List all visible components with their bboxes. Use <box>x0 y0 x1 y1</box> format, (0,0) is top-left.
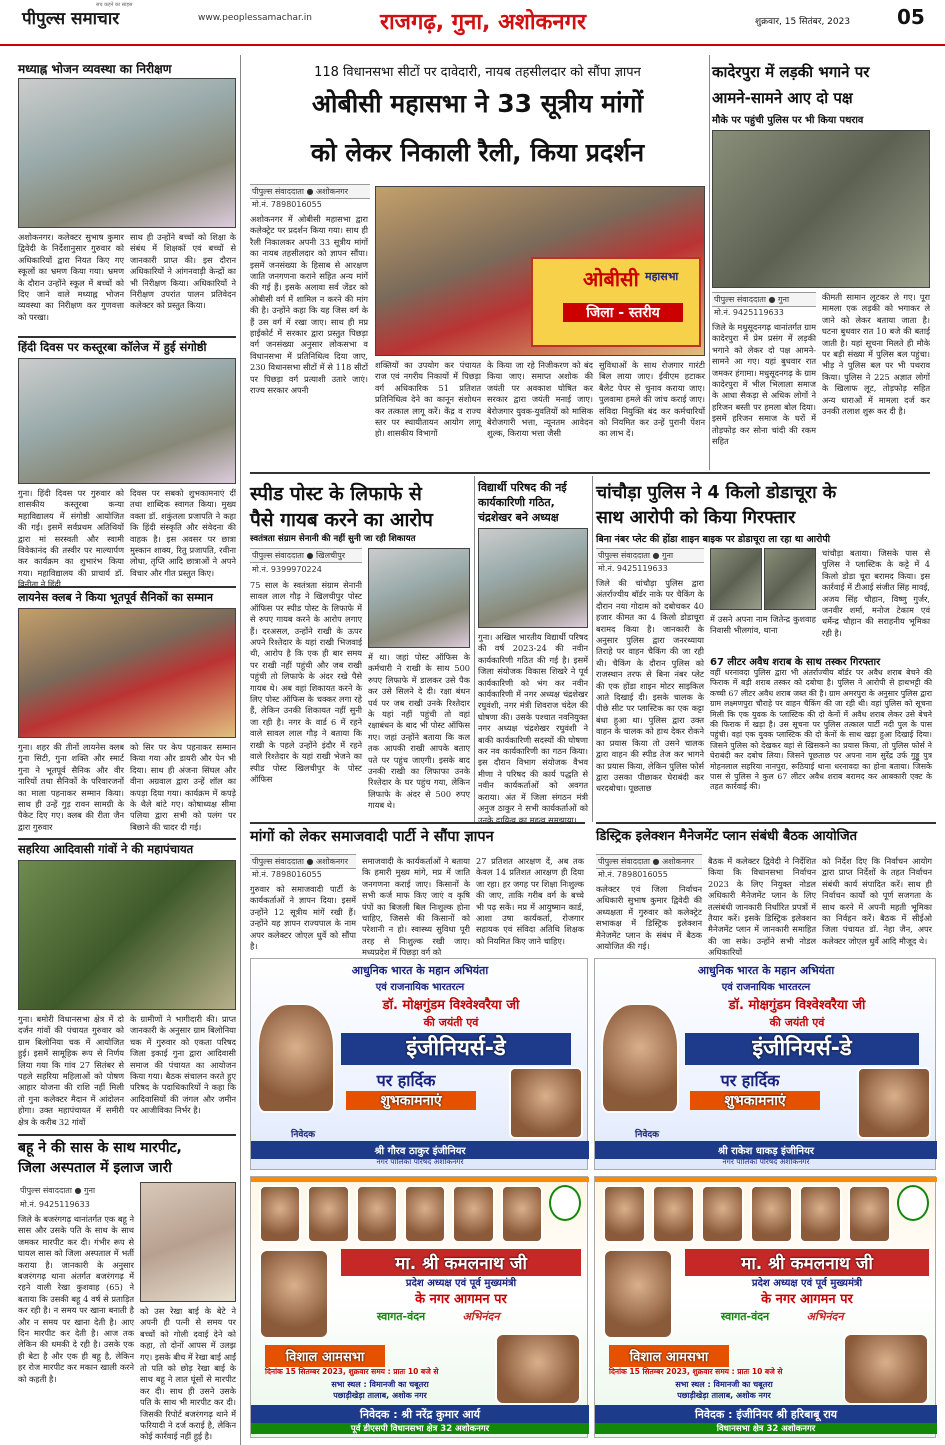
lioness-club-photo <box>18 608 236 738</box>
leader-photo <box>750 1185 793 1243</box>
center-headline-2: को लेकर निकाली रैली, किया प्रदर्शन <box>310 138 645 167</box>
speedpost-headline-1: स्पीड पोस्ट के लिफाफे से <box>250 483 422 505</box>
left-rule-2 <box>18 586 236 588</box>
abvp-photo <box>478 528 588 628</box>
eng-ad-right-org: नगर पालिका परिषद अशोकनगर <box>722 1157 810 1166</box>
narendra-arya-photo <box>495 1333 581 1405</box>
abvp-headline-1: विद्यार्थी परिषद की नई <box>478 481 567 494</box>
accused-photo-2 <box>764 548 816 610</box>
center-headline-1: ओबीसी महासभा ने 33 सूत्रीय मांगों <box>311 89 644 118</box>
right-s1-byline: पीपुल्स संवाददाता ● गुना <box>712 292 816 307</box>
liquor-sub-title: 67 लीटर अवैध शराब के साथ तस्कर गिरफ्तार <box>710 657 881 668</box>
kn-left-by: निवेदक : श्री नरेंद्र कुमार आर्य <box>251 1405 589 1424</box>
leader-photo <box>848 1185 891 1243</box>
center-text-c: के किया जा रहे निजीकरण को बंद किया जाए। समाप्त अशोक की जयंती पर अवकाश घोषित कर सरकार द्वारा जयंती मनाई जाए। बेरोजगार युवक-युवतियों को मासिक बेरोजगारी भत्ता, न्यूनतम आवेदन शुल्क, किराया भत्ता जैसी <box>487 360 593 439</box>
chanchoda-headline-2: साथ आरोपी को किया गिरफ्तार <box>596 508 796 528</box>
kn-right-sub: प्रदेश अध्यक्ष एवं पूर्व मुख्यमंत्री <box>751 1278 863 1289</box>
center-byline: पीपुल्स संवाददाता ● अशोकनगर <box>250 184 370 199</box>
masthead-logo: पीपुल्स समाचार <box>22 9 120 29</box>
right-s1-headline-2: आमने-सामने आए दो पक्ष <box>712 89 853 107</box>
election-text-a: कलेक्टर एवं जिला निर्वाचन अधिकारी सुभाष कुमार द्विवेदी की अध्यक्षता में गुरुवार को कलेक्ट्रेट सभाकक्ष में डिस्ट्रिक इलेक्शन मैनेजमेंट प्लान के संबंध में बैठक आयोजित की गई। <box>596 884 702 952</box>
page-number: 05 <box>897 5 925 29</box>
eng-ad-right-line1: आधुनिक भारत के महान अभियंता <box>697 964 835 977</box>
center-text-b: शक्तियों का उपयोग कर पंचायत राज एवं नगरीय निकायों में पिछड़ा वर्ग अधिकारिक 51 प्रतिशत प्रतिनिधित्व देने का कानून संशोधन कर तत्काल लागू करें। केंद्र व राज्य स्तर पर स्थायीतायन आयोग लागू हो। शासकीय विभागों <box>375 360 481 439</box>
kn-right-tricolor-top <box>595 1177 937 1182</box>
sp-byline: पीपुल्स संवाददाता ● अशोकनगर <box>250 854 356 869</box>
eng-ad-left-line2: एवं राजनायिक भारतरत्न <box>375 982 465 993</box>
rally-banner-text-3: जिला - स्तरीय <box>563 303 683 322</box>
kn-left-abhinandan: अभिनंदन <box>462 1310 500 1323</box>
left-s5-text-b: को उस रेखा बाई के बेटे ने अपनी ही पत्नी से समय पर बच्चों को गोली दवाई देने को कहा, तो दोनों आपस में उलझ गए। इसके बीच में रेखा बाई आईं तो पति को छोड़ रेखा बाई के साथ बहू ने लात घूंसों से मारपीट कर दी। साथ ही उसने उसके पति के साथ भी मारपीट कर दी। जिसकी रिपोर्ट बजरंगगढ़ थाने में फरियादी ने दर्ज कराई है, लेकिन कोई कार्रवाई नहीं हुई है। <box>140 1306 236 1442</box>
left-rule-1 <box>18 336 236 338</box>
kn-right-leaders-row <box>603 1185 929 1243</box>
left-s2-title: हिंदी दिवस पर कस्तूरबा कॉलेज में हुई संगोष्ठी <box>18 340 207 354</box>
chanchoda-text-b: में उसने अपना नाम जितेन्द्र कुशवाह निवासी भीलगांव, थाना <box>710 614 816 636</box>
kn-right-sabha: विशाल आमसभा <box>609 1345 729 1367</box>
liquor-sub-text: वहीं धरनावदा पुलिस द्वारा भी अंतर्राज्यीय बॉर्डर पर अवैध शराब बेचने की फिराक में बड़ी शराब तस्कर को दबोचा है। पुलिस ने आरोपी से हाथभट्टी की कच्ची 67 लीटर अवैध शराब जब्त की है। ग्राम अमरपुरा के अनुसार पुलिस द्वारा ग्राम लक्ष्मणपुरा चौराहे पर वाहन चैकिंग की जा रही थी। वहां पुलिस को सूचना मिली कि एक युवक के प्लास्टिक की दो केनों में अवैध शराब लेकर उसे बेचने की फिराक में खड़ा है। उस सूचना पर पुलिस तत्काल पार्टी नदी पुल के पास पहुंची। वहां एक युवक प्लास्टिक की दो केनों के साथ खड़ा हुआ दिखाई दिया। जिसने पुलिस को देखकर वहां से खिसकने का प्रयास किया, तो पुलिस फोर्स ने घेराबंदी कर दबोच लिया। जिसने पूछताछ पर अपना नाम सुरेंद्र उर्फ गुड्डू पुत्र मोहनलाल सहरिया नानपुरा, रूठियाई थाना धरनावदा का होना बताया। जिसके पास से पुलिस ने कुल 67 लीटर अवैध शराब बरामद कर आबकारी एक्ट के तहत कार्रवाई की। <box>710 668 932 792</box>
visvesvaraya-portrait-right <box>601 1003 679 1113</box>
kn-right-footer: विधानसभा क्षेत्र 32 अशोकनगर <box>595 1423 937 1434</box>
left-s1-title: मध्याह्न भोजन व्यवस्था का निरीक्षण <box>18 62 172 76</box>
right-rule-2 <box>596 822 936 824</box>
eng-ad-left-day: इंजीनियर्स-डे <box>341 1033 571 1065</box>
accused-photo-1 <box>710 548 762 610</box>
leader-photo <box>603 1185 646 1243</box>
election-byline: पीपुल्स संवाददाता ● अशोकनगर <box>596 854 702 869</box>
left-s4-title: सहरिया आदिवासी गांवों ने की महापंचायत <box>18 842 194 856</box>
right-s1-text-b: कीमती सामान लूटकर ले गए। पूरा मामला एक लड़की को भगाकर ले जाने को लेकर बताया जाता है। घटना बुधवार रात 10 बजे की बताई जाती है। यहां सूचना मिलते ही मौके पर बड़ी संख्या में पुलिस बल पहुंचा। भीड़ ने पुलिस बल पर भी पथराव किया। पुलिस ने 225 अज्ञात लोगों के खिलाफ लूट, तोड़फोड़ सहित अन्य धाराओं में मामला दर्ज कर उनकी तलाश शुरू कर दी है। <box>822 292 930 417</box>
kn-left-title: मा. श्री कमलनाथ जी <box>341 1249 581 1276</box>
obc-rally-photo <box>375 186 705 356</box>
speedpost-text-b: में था। जहां पोस्ट ऑफिस के कर्मचारी ने राखी के साथ 500 रुपए लिफाफे में डालकर उसे पैक कर उसे सिलने दे दी। रक्षा बंधन पर्व पर जब राखी उनके रिश्तेदार के यहां नहीं पहुंची तो वहां रक्षाबंधन के बाद भी पोस्ट ऑफिस गए। जहां उन्होंने बताया कि कल तक आपकी राखी आपके बताए पते पर पहुंच जाएगी। इसके बाद उनकी राखी का लिफाफा उनके रिश्तेदार के घर पहुंच गया, लेकिन लिफाफे के अंदर से 500 रुपए गायब थे। <box>368 652 470 811</box>
center-right-divider <box>709 55 710 470</box>
left-s2-text-b: दिवस पर सबको शुभकामनाएं दीं तथा शाब्दिक स्वागत किया। मुख्य वक्ता डॉ. शकुंतला प्रजापति ने कहा कि हिंदी संस्कृति और संवेदना की वाहक है। इस अवसर पर छात्रा मुस्कान शाक्य, रितु प्रजापति, रवीना लोधा, तृप्ति आदि छात्राओं ने अपने विचार और गीत प्रस्तुत किए। <box>130 488 236 578</box>
eng-ad-right-wish2: शुभकामनाएं <box>690 1091 820 1110</box>
chanchoda-byline: पीपुल्स संवाददाता ● गुना <box>596 548 704 563</box>
leader-photo <box>799 1185 842 1243</box>
kaderpura-photo <box>712 130 930 288</box>
masthead-tagline: सच कहने का साहस <box>96 2 133 8</box>
eng-ad-right-wish1: पर हार्दिक <box>720 1071 780 1090</box>
leader-photo <box>404 1185 446 1243</box>
eng-ad-right-sponsor: श्री राकेश धाकड़ इंजीनियर <box>595 1141 937 1159</box>
chanchoda-headline-1: चांचौड़ा पुलिस ने 4 किलो डोडाचूरा के <box>596 483 837 503</box>
eng-ad-right-line2: एवं राजनायिक भारतरत्न <box>721 982 811 993</box>
visvesvaraya-portrait-left <box>257 1003 335 1113</box>
kn-right-date: दिनांक 15 सितम्बर 2023, शुक्रवार समय : प्रातः 10 बजे से <box>609 1367 783 1376</box>
eng-ad-left-wish1: पर हार्दिक <box>376 1071 436 1090</box>
kn-left-venue-1: सभा स्थल : विमानजी का चबूतरा <box>331 1380 429 1389</box>
left-s1-text-a: अशोकनगर। कलेक्टर सुभाष कुमार द्विवेदी के निर्देशानुसार गुरुवार को अधिकारियों द्वारा नियत किए गए स्कूलों का भ्रमण किया गया। भ्रमण के दौरान उन्होंने स्कूल में बच्चों को दिए जाने वाले मध्याह्न भोजन व्यवस्था का निरीक्षण कर गुणवत्ता को परखा। <box>18 232 124 322</box>
gaurav-thakur-photo <box>509 1067 583 1139</box>
eng-ad-left-name: डॉ. मोक्षगुंडम विश्वेश्वरैया जी <box>382 998 520 1013</box>
left-s3-title: लायनेस क्लब ने किया भूतपूर्व सैनिकों का सम्मान <box>18 591 214 604</box>
kn-right-venue-2: पछाड़ीखेड़ा तालाब, अशोक नगर <box>677 1391 771 1400</box>
speedpost-text-a: 75 साल के स्वतंत्रता संग्राम सेनानी सावल लाल गौड़ ने खिलचीपुर पोस्ट ऑफिस पर स्पीड पोस्ट के लिफाफे में से रुपए गायब करने के आरोप लगाए हैं। दरअसल, उन्होंने राखी के ऊपर अपने रिश्तेदार के यहां राखी भिजवाई थी, आरोप है कि एक ही बार समय पर राखी नहीं पहुंची और जब राखी पहुंची तो लिफाफे के अंदर रखे पैसे गायब थे। अब वहां शिकायत करने के लिए पोस्ट ऑफिस के चक्कर लगा रहे हैं, लेकिन उनकी शिकायत नहीं सुनी जा रही है। नगर के वार्ड 6 में रहने वाले सावल लाल गौड़ ने बताया कि राखी के पहले उन्होंने इंदौर में रहने वाले रिश्तेदार के यहां राखी भेजने का स्पीड पोस्ट खिलचीपुर के पोस्ट ऑफिस <box>250 580 362 784</box>
sp-mobile: मो.नं. 7898016055 <box>252 870 322 879</box>
chanchoda-text-a: जिले की चांचौड़ा पुलिस द्वारा अंतर्राज्यीय बॉर्डर नाके पर चैकिंग के दौरान नया गोदाम को दबोचकर 40 हजार कीमत का 4 किलो डोडाचूरा बरामद किया है। जानकारी के अनुसार पुलिस द्वारा जनरथ्याया तिराहे पर वाहन चैकिंग की जा रही थी। चैकिंग के दौरान पुलिस को राजस्थान तरफ से बिना नंबर प्लेट की एक होंडा शाइन मोटर साइकिल आते दिखाई दी। इसके चालक के पीछे सीट पर प्लास्टिक का एक कट्टा बंधा हुआ था। पुलिस द्वारा उक्त वाहन के चालक को हाथ देकर रोकने का प्रयास किया तो उसने चालक द्वारा वाहन की स्पीड तेज कर भागने का प्रयास किया, लेकिन पुलिस फोर्स द्वारा उसका पीछाकर घेराबंदी कर धरदबोचा। पूछताछ <box>596 578 704 794</box>
eng-ad-left-line1: आधुनिक भारत के महान अभियंता <box>351 964 489 977</box>
left-s3-text-a: गुना। शहर की तीनों लायनेस क्लब गुना सिटी, गुना शक्ति और स्मार्ट गुना ने भूतपूर्व सैनिक और वीर नारियों तथा सैनिकों के परिवारजनों का माला पहनाकर सम्मान किया। साथ ही उन्हें गुड़ रावन सामग्री के पैकेट दिए गए। क्लब की रीता जैन द्वारा गुरुवार <box>18 742 124 832</box>
speedpost-divider <box>474 476 475 822</box>
abvp-headline-3: चंद्रशेखर बने अध्यक्ष <box>478 511 559 524</box>
kn-right-welcome: स्वागत-वंदन <box>720 1310 770 1323</box>
sp-text-c: 27 प्रतिशत आरक्षण दें, अब तक केवल 14 प्रतिशत आरक्षण ही दिया जा रहा। हर जगह पर शिक्षा निःशुल्क की जाए, ताकि गरीब वर्ग के बच्चे भी पढ़ सकें। मप्र में आयुष्मान कार्ड, आशा उषा कार्यकर्ता, रोजगार सहायक एवं संविदा अतिथि शिक्षक को नियमित किए जाने चाहिए। <box>476 856 584 946</box>
left-s5-title-1: बहू ने की सास के साथ मारपीट, <box>18 1140 182 1156</box>
eng-ad-right-name: डॉ. मोक्षगुंडम विश्वेश्वरैया जी <box>728 998 866 1013</box>
kn-left-footer: पूर्व डीएसपी विधानसभा क्षेत्र 32 अशोकनगर <box>251 1423 589 1434</box>
kn-right-by: निवेदक : इंजीनियर श्री हरिबाबू राय <box>595 1405 937 1424</box>
right-s1-text-a: जिले के मधुसूदनगढ़ थानांतर्गत ग्राम कादेरपुरा में प्रेम प्रसंग में लड़की भगाने को लेकर दो पक्ष आमने-सामने आ गए। यहां बुधवार रात जमकर हंगामा। मधुसूदनगढ़ के ग्राम कादेरपुरा में भील भिलाला समाज के आधा सैकड़ा से अधिक लोगों ने हरिजन बस्ती पर हमला बोल दिया। इसमें हरिजन समाज के घरों में तोड़फोड़ कर सोना चांदी की रकम सहित <box>712 322 816 447</box>
election-text-c: को निर्देश दिए कि निर्वाचन आयोग द्वारा प्राप्त निर्देशों के तहत निर्वाचन संबंधी कार्य संपादित करें। साथ ही निर्वाचन कार्यों को पूर्ण सजगता के साथ करने में अपनी महती भूमिका का निर्वहन करें। बैठक में सीईओ जिला पंचायत डॉ. नेहा जैन, अपर कलेक्टर जोएल धुर्वे आदि मौजूद थे। <box>822 856 932 946</box>
eng-ad-right-by: निवेदक <box>635 1130 660 1140</box>
left-s5-text-a: जिले के बजरंगगढ़ थानांतर्गत एक बहू ने सास और उसके पति के साथ के साथ जमकर मारपीट कर दी। गंभीर रूप से घायल सास को जिला अस्पताल में भर्ती कराया है। जानकारी के अनुसार बजरंगगढ़ थाना अंतर्गत बजरंगगढ़ में रहने वाली रेखा कुशवाह (65) ने बताया कि उसकी बहू 4 वर्ष से प्रताड़ित कर रही है। न समय पर खाना बनाती है और न समय पर खाना देती है। आए दिन मारपीट कर देती है। आज तक लेकिन की धमकी दे रही है। उसके एक ही बेटा है और एक ही बहू है, लेकिन हर रोज मारपीट कर मकान खाली करने को कहती है। <box>18 1214 134 1384</box>
rally-banner-text-2: महासभा <box>645 270 679 283</box>
issue-date: शुक्रवार, 15 सितंबर, 2023 <box>755 17 851 27</box>
kn-right-title: मा. श्री कमलनाथ जी <box>685 1249 929 1276</box>
kamalnath-ad-right <box>594 1176 936 1438</box>
chanchoda-text-c: चांचौड़ा बताया। जिसके पास से पुलिस ने प्लास्टिक के कट्टे में 4 किलो डोडा चूरा बरामद किया। इस कार्रवाई में टीआई संजीत सिंह मावई, अजय सिंह चौहान, विष्णु गुर्जर, जनवीर शर्मा, मनोज टेकाम एवं धर्मेन्द्र चौहान की सराहनीय भूमिका रही है। <box>822 548 930 638</box>
left-rule-3 <box>18 838 236 840</box>
leader-photo <box>701 1185 744 1243</box>
kn-left-welcome: स्वागत-वंदन <box>376 1310 426 1323</box>
sp-text-a: गुरुवार को समाजवादी पार्टी के कार्यकर्ताओं ने ज्ञापन दिया। इसमें उन्होंने 12 सूत्रीय मांगें रखी हैं। उन्होंने यह ज्ञापन राज्यपाल के नाम अपर कलेक्टर जोएल धुर्वे को सौंपा है। <box>250 884 356 952</box>
kamalnath-ad-left <box>250 1176 588 1438</box>
left-s4-text-b: के ग्रामीणों ने भागीदारी की। प्राप्त जानकारी के अनुसार ग्राम बिलोनिया चक में गुरुवार को एकता परिषद जिला इकाई गुना द्वारा आदिवासी समाज की पंचायत का आयोजन किया गया। बैठक संचालन करते हुए परिषद के पदाधिकारियों ने कहा कि आदिवासियों की जंगल और जमीन पर आजीविका निर्भर है। <box>130 1014 236 1116</box>
kn-left-sabha: विशाल आमसभा <box>265 1345 385 1367</box>
congress-hand-icon <box>549 1185 581 1221</box>
abvp-divider <box>592 476 593 822</box>
leader-photo <box>307 1185 349 1243</box>
left-s3-text-b: को सिर पर केप पहनाकर सम्मान किया गया और डायरी और पेन भी दिया। साथ ही अंजना सिंघल और वीना अग्रवाल द्वारा उन्हें शॉल का कपड़ा दिया गया। कार्यक्रम में कपड़े के थैले बांटे गए। कोषाध्यक्ष सीमा पलिया द्वारा सभी को पलंग पर बिछाने की चादर दी गई। <box>130 742 236 832</box>
chanchoda-mobile: मो.नं. 9425119633 <box>598 564 668 573</box>
leader-photo <box>501 1185 543 1243</box>
eng-ad-left-sponsor: श्री गौरव ठाकुर इंजीनियर <box>251 1141 589 1159</box>
center-text-a: अशोकनगर में ओबीसी महासभा द्वारा कलेक्ट्रेट पर प्रदर्शन किया गया। साथ ही रैली निकालकर अपनी 33 सूत्रीय मांगों का नायब तहसीलदार को ज्ञापन सौंपा। इसमें जनसंख्या के हिसाब से आरक्षण जाति जनगणना कराने सहित अन्य मांगें की गई हैं। इसके अलावा सर्व जेंडर को ओबीसी वर्ग में शामिल न करने की मांग की है। उन्होंने कहा कि यह जिस वर्ग के हैं उस वर्ग में रखा जाए। साथ ही मप्र हाईकोर्ट में सरकार द्वारा प्रस्तुत पिछड़ा वर्ग जनसंख्या अनुसार लोकसभा व विधानसभा में प्रतिनिधित्व दिया जाए, 230 विधानसभा सीटों में से 118 सीटों पर पिछड़ा वर्ग प्रत्याशी उतारे जाएं। राज्य सरकार अपनी <box>250 214 368 396</box>
left-s5-mobile: मो.नं. 9425119633 <box>20 1200 90 1209</box>
left-s1-text-b: साथ ही उन्होंने बच्चों को शिक्षा के संबंध में शिक्षकों एवं बच्चों से जानकारी प्राप्त की। इस दौरान अधिकारियों ने आंगनवाड़ी केन्द्रों का भी निरीक्षण किया। अधिकारियों ने निरीक्षण उपरांत पालन प्रतिवेदन कलेक्टर को प्रस्तुत किया। <box>130 232 236 311</box>
speedpost-headline-2: पैसे गायब करने का आरोप <box>250 509 433 531</box>
congress-hand-icon <box>897 1185 929 1221</box>
left-s5-byline: पीपुल्स संवाददाता ● गुना <box>20 1186 96 1195</box>
kn-left-tricolor-top <box>251 1177 589 1182</box>
chanchoda-kicker: बिना नंबर प्लेट की होंडा शाइन बाइक पर डोडाचूरा ला रहा था आरोपी <box>596 534 831 545</box>
rakesh-dhakad-photo <box>857 1067 931 1139</box>
leader-photo <box>356 1185 398 1243</box>
speedpost-kicker: स्वतंत्रता संग्राम सेनानी की नहीं सुनी जा रही शिकायत <box>250 534 416 544</box>
sp-text-b: समाजवादी के कार्यकर्ताओं ने बताया कि हमारी मुख्य मांगे, मप्र में जाति जनगणना कराई जाए। किसानों के सभी कर्ज माफ किए जाएं व कृषि पंपों का बिजली बिल निःशुल्क होना चाहिए, जिससे की किसानों को परेशानी न हो। स्वास्थ्य सुविधा पूरी तरह से निःशुल्क रखी जाए। मध्यप्रदेश में पिछड़ा वर्ग को <box>362 856 470 958</box>
leader-photo <box>652 1185 695 1243</box>
eng-ad-left-org: नगर पालिका परिषद अशोकनगर <box>376 1157 464 1166</box>
right-s1-mobile: मो.नं. 9425119633 <box>714 308 784 317</box>
sp-headline: मांगों को लेकर समाजवादी पार्टी ने सौंपा ज्ञापन <box>250 829 494 845</box>
site-url[interactable]: www.peoplessamachar.in <box>198 13 312 23</box>
abvp-headline-2: कार्यकारिणी गठित, <box>478 496 555 509</box>
speedpost-mobile: मो.नं. 9399970224 <box>252 565 322 574</box>
center-rule-1 <box>250 472 930 474</box>
kn-right-venue-1: सभा स्थल : विमानजी का चबूतरा <box>675 1380 773 1389</box>
kn-left-date: दिनांक 15 सितम्बर 2023, शुक्रवार समय : प्रातः 10 बजे से <box>265 1367 439 1376</box>
midday-meal-photo <box>18 78 236 228</box>
center-rule-2 <box>250 822 585 824</box>
kamalnath-photo-left <box>259 1249 329 1339</box>
left-s2-text-a: गुना। हिंदी दिवस पर गुरुवार को शासकीय कस्तूरबा कन्या महाविद्यालय में संगोष्ठी आयोजित की गई। इसमें सर्वप्रथम अतिथियों द्वारा मां सरस्वती और स्वामी विवेकानंद की तस्वीर पर माल्यार्पण कर कार्यक्रम का शुभारंभ किया गया। महाविद्यालय की प्राचार्य डॉ. विनीता ने हिंदी <box>18 488 124 590</box>
leader-photo <box>452 1185 494 1243</box>
engineers-day-ad-right <box>594 958 936 1170</box>
center-kicker: 118 विधानसभा सीटों पर दावेदारी, नायब तहसीलदार को सौंपा ज्ञापन <box>314 65 641 80</box>
left-rule-4 <box>18 1134 236 1136</box>
rally-banner <box>531 257 701 347</box>
center-mobile: मो.नं. 7898016055 <box>252 200 322 209</box>
page-header <box>0 0 945 46</box>
election-headline: डिस्ट्रिक इलेक्शन मैनेजमेंट प्लान संबंधी बैठक आयोजित <box>596 829 858 844</box>
center-text-d: सुविधाओं के साथ रोजगार गारंटी बिल लाया जाए। ईवीएम हटाकर बैलेट पेपर से चुनाव कराया जाए। पुलवामा हमले की जांच कराई जाए। संविदा नियुक्ति बंद कर कर्मचारियों को नियमित कर उन्हें पुरानी पेंशन का लाभ दें। <box>599 360 705 439</box>
kn-left-leaders-row <box>259 1185 581 1243</box>
right-s1-headline-1: कादेरपुरा में लड़की भगाने पर <box>712 63 870 81</box>
election-text-b: बैठक में कलेक्टर द्विवेदी ने निर्देशित किया कि विधानसभा निर्वाचन 2023 के लिए नियुक्त नोडल अधिकारी मैनेजमेंट प्लान के लिए तत्संबंधी जानकारी निर्धारित प्रपत्रों में तैयार करें। इसके डिस्ट्रिक इलेक्शन मैनेजमेंट प्लान में जानकारी समाहित की जा सके। उन्होंने सभी नोडल अधिकारियों <box>708 856 816 958</box>
kn-left-visit: के नगर आगमन पर <box>415 1292 507 1307</box>
hindi-diwas-photo <box>18 358 236 484</box>
eng-ad-left-line3: की जयंती एवं <box>423 1016 479 1029</box>
left-column-divider <box>240 55 241 1445</box>
kn-right-visit: के नगर आगमन पर <box>761 1292 853 1307</box>
left-s5-title-2: जिला अस्पताल में इलाज जारी <box>18 1160 172 1176</box>
leader-photo <box>259 1185 301 1243</box>
hospital-photo <box>140 1182 236 1302</box>
mahapanchayat-photo <box>18 860 236 1010</box>
eng-ad-right-day: इंजीनियर्स-डे <box>685 1033 919 1065</box>
eng-ad-left-wish2: शुभकामनाएं <box>346 1091 476 1110</box>
eng-ad-left-by: निवेदक <box>291 1130 316 1140</box>
kn-left-venue-2: पछाड़ीखेड़ा तालाब, अशोक नगर <box>333 1391 427 1400</box>
rally-banner-text-1: ओबीसी <box>583 267 639 291</box>
abvp-text: गुना। अखिल भारतीय विद्यार्थी परिषद की वर्ष 2023-24 की नवीन कार्यकारिणी गठित की गई है। इसमें जिला संयोजक विकास शिखरे ने पूर्व कार्यकारिणी को भंग कर नवीन कार्यकारिणी में नगर अध्यक्ष चंद्रशेखर रघुवंशी, नगर मंत्री शिवराज चंदेल की घोषणा की। उसके पश्चात नवनियुक्त नगर अध्यक्ष चंद्रशेखर रघुवंशी ने बाकी कार्यकारिणी सदस्यों की घोषणा कर नव कार्यकारिणी का गठन किया। इस दौरान विभाग संयोजक वैभव मीणा ने परिषद की कार्य पद्धति से नवीन कार्यकर्ताओं को अवगत कराया। अंत में जिला संगठन मंत्री अनुज ठाकुर ने सभी कार्यकर्ताओं को उनके दायित्व का महत्व समझाया। <box>478 632 588 825</box>
engineers-day-ad-left <box>250 958 588 1170</box>
eng-ad-right-line3: की जयंती एवं <box>769 1016 825 1029</box>
kn-right-abhinandan: अभिनंदन <box>806 1310 844 1323</box>
haribabu-rai-photo <box>843 1333 929 1405</box>
left-s4-text-a: गुना। बमोरी विधानसभा क्षेत्र में दो दर्जन गांवों की पंचायत गुरुवार को ग्राम बिलोनिया चक में आयोजित हुई। इसमें सामूहिक रूप से निर्णय लिया गया कि गांव 27 सितंबर से पहले सहरिया महिलाओं को पोषण आहार योजना की राशि नहीं मिली तो गुना कलेक्टर मैदान में आंदोलन होगा। उक्त महापंचायत में समीरी क्षेत्र के करीब 32 गांवों <box>18 1014 124 1127</box>
kamalnath-photo-right <box>603 1249 673 1339</box>
kn-left-sub: प्रदेश अध्यक्ष एवं पूर्व मुख्यमंत्री <box>405 1278 517 1289</box>
right-s1-kicker: मौके पर पहुंची पुलिस पर भी किया पथराव <box>712 115 864 126</box>
section-title: राजगढ़, गुना, अशोकनगर <box>379 10 587 35</box>
speedpost-byline: पीपुल्स संवाददाता ● खिलचीपुर <box>250 548 362 563</box>
election-mobile: मो.नं. 7898016055 <box>598 870 668 879</box>
freedom-fighter-photo <box>368 548 470 648</box>
